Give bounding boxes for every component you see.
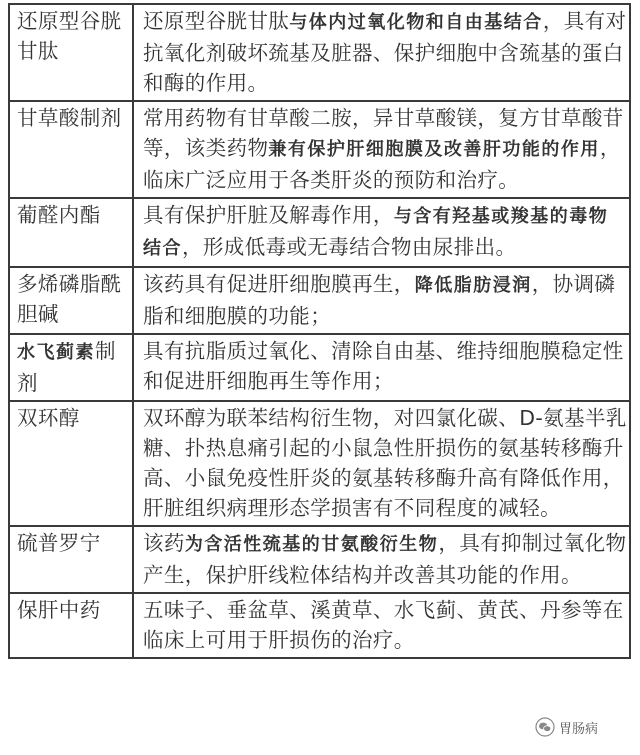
description-text: 具有抗脂质过氧化、清除自由基、维持细胞膜稳定性和促进肝细胞再生等作用； (143, 339, 624, 393)
description-text: ，协调磷脂和细胞膜的功能； (143, 272, 616, 328)
drug-name: 甘草酸制剂 (17, 106, 122, 130)
drug-description-cell (133, 526, 630, 593)
drug-description-cell (133, 401, 630, 526)
drug-name-suffix: 制剂 (17, 339, 116, 395)
watermark-text: 胃肠病 (559, 721, 599, 737)
description-text: 常用药物有甘草酸二胺，异甘草酸镁，复方甘草酸苷等，该类药物 (143, 106, 624, 160)
table-row (9, 334, 630, 401)
drug-name-cell (9, 198, 133, 267)
description-text: ，具有抑制过氧化物产生，保护肝线粒体结构并改善其功能的作用。 (143, 531, 627, 587)
drug-name-cell (9, 267, 133, 334)
drug-description-cell (133, 593, 630, 658)
drug-name-cell (9, 401, 133, 526)
description-emphasis: 与含有羟基或羧基的毒物结合 (143, 206, 609, 259)
table-row (9, 198, 630, 267)
drug-name-cell (9, 334, 133, 401)
description-text: 双环醇为联苯结构衍生物，对四氯化碳、D-氨基半乳糖、扑热息痛引起的小鼠急性肝损伤的氨基转移酶升高、小鼠免疫性肝炎的氨基转移酶升高有降低作用，肝脏组织病理形态学损害有不同程度的减轻。 (143, 406, 627, 520)
drug-name-cell (9, 593, 133, 658)
drug-description-cell (133, 198, 630, 267)
table-row (9, 267, 630, 334)
drug-description-cell (133, 101, 630, 198)
drug-name: 葡醛内酯 (17, 203, 101, 227)
drug-description-cell (133, 4, 630, 101)
drug-description-cell (133, 334, 630, 401)
description-emphasis: 兼有保护肝细胞膜及改善肝功能的作用 (268, 139, 600, 160)
table-row (9, 526, 630, 593)
drug-name: 水飞蓟素 (17, 342, 95, 363)
description-text: ，形成低毒或无毒结合物由尿排出。 (182, 235, 517, 259)
description-emphasis: 降低脂肪浸润 (414, 275, 532, 296)
drug-name: 保肝中药 (17, 598, 101, 622)
watermark (535, 717, 598, 737)
description-text: 五味子、垂盆草、溪黄草、水飞蓟、黄芪、丹参等在临床上可用于肝损伤的治疗。 (143, 598, 624, 652)
drug-description-cell (133, 267, 630, 334)
drug-name-cell (9, 4, 133, 101)
drug-name-cell (9, 526, 133, 593)
drug-name: 还原型谷胱甘肽 (17, 9, 122, 63)
description-text: ，临床广泛应用于各类肝炎的预防和治疗。 (143, 136, 621, 192)
wechat-icon (535, 717, 555, 737)
description-text: 具有保护肝脏及解毒作用， (143, 203, 394, 227)
description-emphasis: 为含活性巯基的甘氨酸衍生物 (184, 534, 439, 555)
drug-name: 多烯磷脂酰胆碱 (17, 272, 122, 326)
drug-table (8, 3, 631, 659)
description-text: 该药具有促进肝细胞膜再生， (143, 272, 415, 296)
drug-name: 硫普罗宁 (17, 531, 101, 555)
table-row (9, 401, 630, 526)
drug-name: 双环醇 (17, 406, 80, 430)
description-emphasis: 与体内过氧化物和自由基结合 (289, 12, 543, 33)
table-row (9, 593, 630, 658)
table-row (9, 101, 630, 198)
description-text: 还原型谷胱甘肽 (143, 9, 290, 33)
table-body (9, 4, 630, 658)
description-text: ，具有对抗氧化剂破坏巯基及脏器、保护细胞中含巯基的蛋白和酶的作用。 (143, 9, 627, 95)
description-text: 该药 (143, 531, 185, 555)
drug-name-cell (9, 101, 133, 198)
table-row (9, 4, 630, 101)
